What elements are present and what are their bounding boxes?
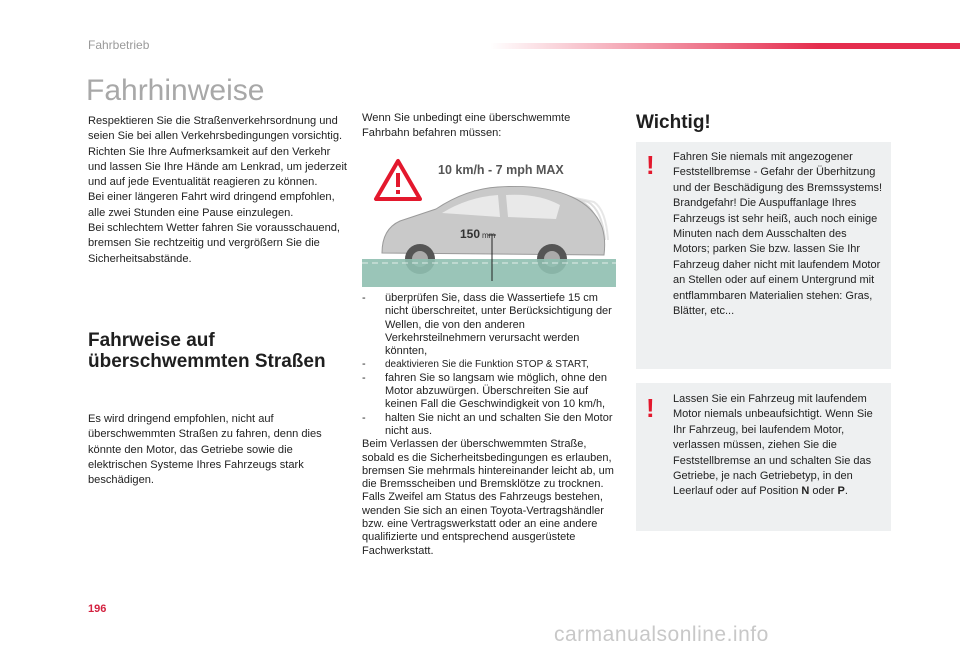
section-label: Fahrbetrieb [88, 38, 150, 52]
intro-paragraph: Bei schlechtem Wetter fahren Sie vorausschauend, bremsen Sie rechtzeitig und vergrößern Sie die Sicherheitsabstände. [88, 222, 341, 265]
note-text: Lassen Sie ein Fahrzeug mit laufendem Motor niemals unbeaufsichtigt. Wenn Sie Ihr Fahrzeug, bei laufendem Motor, verlassen müssen, ziehen Sie die Feststellbremse an und schalten Sie das Getriebe, je nach Getriebetyp, in den Leerlauf oder auf Position N oder P. [673, 393, 873, 498]
warning-triangle-icon [376, 161, 420, 199]
note-box [636, 142, 891, 369]
intro-paragraph: Richten Sie Ihre Aufmerksamkeit auf den Verkehr und lassen Sie Ihre Hände am Lenkrad, um jederzeit und auf jede Eventualität reagieren zu können. [88, 145, 348, 189]
depth-unit: mm [482, 231, 496, 240]
note-text: Fahren Sie niemals mit angezogener Feststellbremse - Gefahr der Überhitzung und der Beschädigung des Bremssystems! Brandgefahr! Die Auspuffanlage Ihres Fahrzeugs ist sehr heiß, auch noch einige Minuten nach dem Ausschalten des Motors; parken Sie bzw. lassen Sie Ihr Fahrzeug daher nicht mit laufendem Motor an Stellen oder auf einem Untergrund mit entflammbaren Materialien stehen: Gras, Blätter, etc... [673, 151, 883, 318]
flood-intro: Wenn Sie unbedingt eine überschwemmte Fahrbahn befahren müssen: [362, 112, 571, 140]
important-heading: Wichtig! [636, 112, 711, 133]
flood-instructions [362, 292, 618, 558]
gear-position-n: N [801, 485, 810, 498]
flood-section-paragraph: Es wird dringend empfohlen, nicht auf überschwemmten Straßen zu fahren, denn dies könnte den Motor, das Getriebe sowie die elektrischen Systeme Ihres Fahrzeugs stark beschädigen. [88, 413, 322, 487]
intro-paragraph: Bei einer längeren Fahrt wird dringend empfohlen, alle zwei Stunden eine Pause einzulegen. [88, 191, 335, 219]
list-item: - überprüfen Sie, dass die Wassertiefe 15 cm nicht überschreitet, unter Berücksichtigung der Wellen, die von den anderen Verkehrsteilnehmern verursacht werden könnten, [362, 292, 612, 358]
flood-section-heading: Fahrweise auf überschwemmten Straßen [88, 330, 326, 372]
page-number: 196 [88, 603, 107, 615]
watermark: carmanualsonline.info [554, 623, 769, 646]
note-box [636, 383, 891, 531]
speed-limit-label: 10 km/h - 7 mph MAX [438, 163, 564, 177]
flood-outro: Beim Verlassen der überschwemmten Straße, sobald es die Sicherheitsbedingungen es erlauben, bremsen Sie mehrmals hintereinander leicht ab, um die Bremsscheiben und Bremsklötze zu trocknen. Falls Zweifel am Status des Fahrzeugs bestehen, wenden Sie sich an einen Toyota-Vertragshändler bzw. eine Vertragswerkstatt oder an eine andere qualifizierte und entsprechend ausgerüstete Fachwerkstatt. [362, 438, 614, 557]
flooded-road-illustration [362, 155, 616, 287]
gear-position-p: P [837, 485, 845, 498]
intro-paragraph: Respektieren Sie die Straßenverkehrsordnung und seien Sie bei allen Verkehrsbedingungen vorsichtig. [88, 115, 343, 143]
page-title: Fahrhinweise [86, 74, 265, 107]
depth-value: 150 [459, 227, 480, 241]
header-accent-bar [490, 43, 960, 49]
exclamation-icon: ! [646, 150, 655, 180]
exclamation-icon: ! [646, 393, 655, 423]
list-item: - deaktivieren Sie die Funktion STOP & START, [362, 358, 589, 371]
list-item: - halten Sie nicht an und schalten Sie den Motor nicht aus. [362, 411, 613, 437]
list-item: - fahren Sie so langsam wie möglich, ohne den Motor abzuwürgen. Überschreiten Sie auf keinen Fall die Geschwindigkeit von 10 km/h, [362, 371, 607, 411]
intro-text [88, 114, 348, 267]
